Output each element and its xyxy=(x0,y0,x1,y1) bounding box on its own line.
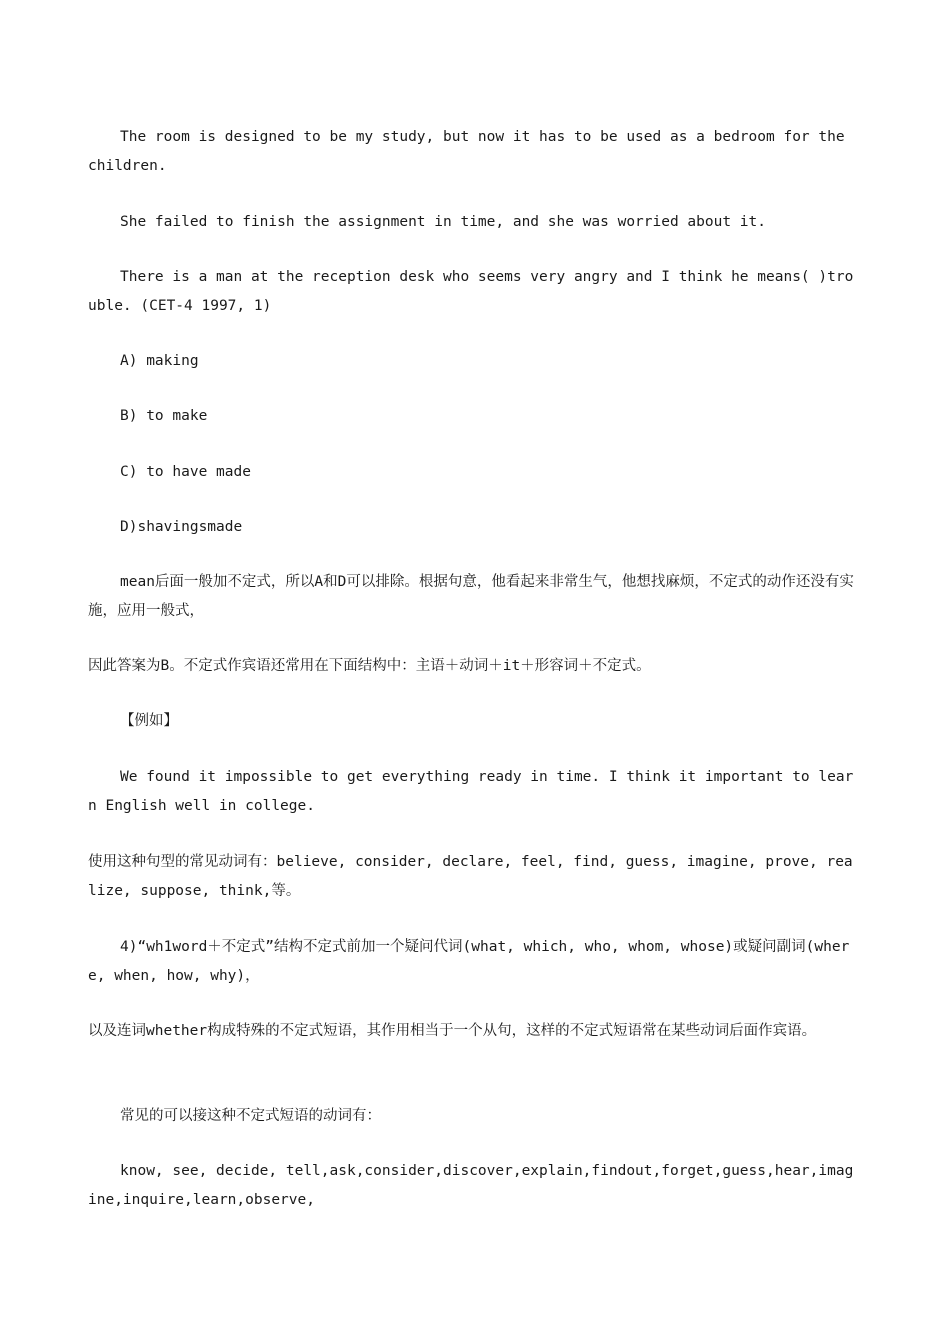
option-b: B) to make xyxy=(120,408,208,424)
verb-list-paragraph: 使用这种句型的常见动词有：believe, consider, declare, feel, find, guess, imagine, prove, realize, suppose, think,等。 xyxy=(88,854,853,899)
whether-paragraph: 以及连词whether构成特殊的不定式短语，其作用相当于一个从句，这样的不定式短语常在某些动词后面作宾语。 xyxy=(88,1023,817,1039)
exam-question: There is a man at the reception desk who seems very angry and I think he means( )trouble. (CET-4 1997, 1) xyxy=(88,269,854,314)
common-verbs-list: know, see, decide, tell,ask,consider,discover,explain,findout,forget,guess,hear,imagine,inquire,learn,observe, xyxy=(88,1163,854,1208)
option-d: D)shavingsmade xyxy=(120,519,243,535)
common-verbs-heading: 常见的可以接这种不定式短语的动词有： xyxy=(120,1108,381,1124)
example-sentence-study-room: The room is designed to be my study, but now it has to be used as a bedroom for the children. xyxy=(88,129,854,174)
example-heading: 【例如】 xyxy=(120,713,178,729)
option-c: C) to have made xyxy=(120,464,251,480)
explanation-paragraph: mean后面一般加不定式，所以A和D可以排除。根据句意，他看起来非常生气，他想找麻烦，不定式的动作还没有实施，应用一般式， xyxy=(88,574,854,619)
wh-word-paragraph: 4)“wh1word＋不定式”结构不定式前加一个疑问代词(what, which, who, whom, whose)或疑问副词(where, when, how, why)， xyxy=(88,939,850,984)
answer-paragraph: 因此答案为B。不定式作宾语还常用在下面结构中：主语＋动词＋it＋形容词＋不定式。 xyxy=(88,658,651,674)
example-sentence-assignment: She failed to finish the assignment in time, and she was worried about it. xyxy=(120,214,767,230)
option-a: A) making xyxy=(120,353,199,369)
example-sentences: We found it impossible to get everything ready in time. I think it important to learn English well in college. xyxy=(88,769,854,814)
